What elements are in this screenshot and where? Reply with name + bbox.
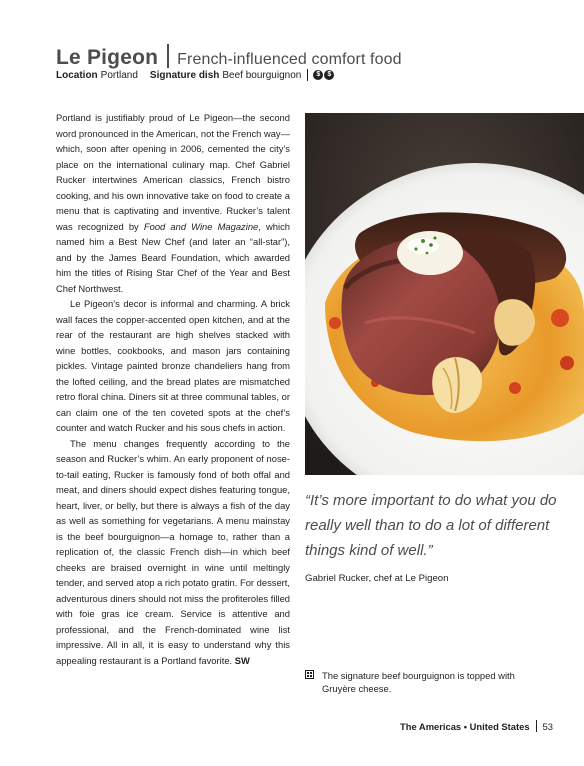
price-icon: $: [313, 70, 323, 80]
restaurant-name: Le Pigeon: [56, 46, 159, 69]
photo-caption: [305, 669, 545, 695]
restaurant-header: [56, 40, 402, 68]
price-icon: $: [324, 70, 334, 80]
caption-text: The signature beef bourguignon is topped with Gruyère cheese.: [322, 670, 515, 694]
footer-section: The Americas • United States: [400, 720, 530, 732]
dish-value: Beef bourguignon: [222, 69, 302, 81]
page-footer: [400, 720, 553, 732]
location-label: Location: [56, 69, 98, 81]
location-value: Portland: [100, 69, 138, 81]
pull-quote: “It’s more important to do what you do really well than to do a lot of different things kind of well.”: [305, 492, 557, 559]
dish-label: Signature dish: [149, 69, 220, 81]
page-number: 53: [542, 720, 553, 732]
title-divider: [167, 44, 169, 68]
restaurant-meta: [56, 69, 335, 81]
article-body: [56, 110, 290, 668]
paragraph: Portland is justifiably proud of Le Pigeon—the second word pronounced in the American, not the French way—which, soon after opening in 2006, cemented the city’s place on the international culinary map. Chef Gabriel Rucker intertwines American classics, French bistro cooking, and his own innovative take on food to create a menu that is captivating and inventive. Rucker’s talent was recognized by Food and Wine Magazine, which named him a Best New Chef (and later an “all-star”), and by the James Beard Foundation, which awarded him the titles of Rising Star Chef of the Year and Best Chef Northwest.: [56, 112, 290, 294]
meta-divider: [307, 69, 308, 81]
footer-divider: [536, 720, 537, 732]
author-initials: SW: [234, 654, 250, 666]
magazine-name: Food and Wine Magazine: [143, 220, 259, 232]
caption-grid-icon: [305, 670, 314, 679]
paragraph: Le Pigeon’s decor is informal and charming. A brick wall faces the copper-accented open kitchen, and at the rear of the restaurant are high shelves stacked with wine bottles, cookbooks, and mason jars containing pickles. Vintage painted bronze chandeliers hang from the lofted ceiling, and the bread plates are mismatched retro floral china. Diners sit at three communal tables, or can claim one of the ten coveted spots at the chef’s counter and watch Rucker and his sous chefs in action.: [56, 298, 290, 433]
dish-photo: [305, 113, 584, 475]
restaurant-tagline: French-influenced comfort food: [177, 51, 402, 68]
paragraph: The menu changes frequently according to the season and Rucker’s whim. An early proponent of nose-to-tail eating, Rucker is famously fond of both offal and meat, and diners should expect dishes featuring tongue, heart, liver, or belly, but there is always a fish of the day as well as something for vegetarians. A menu mainstay is the beef bourguignon—a homage to, rather than a replication of, the classic French dish—in which beef cheeks are braised overnight in wine until meltingly tender, and served atop a rich potato gratin. For dessert, adventurous diners should not miss the profiteroles filled with foie gras ice cream. Service is attentive and professional, and the French-dominated wine list impressive. All in all, it is easy to understand why this appealing restaurant is a Portland favorite. SW: [56, 437, 290, 666]
quote-attribution: Gabriel Rucker, chef at Le Pigeon: [305, 573, 449, 584]
